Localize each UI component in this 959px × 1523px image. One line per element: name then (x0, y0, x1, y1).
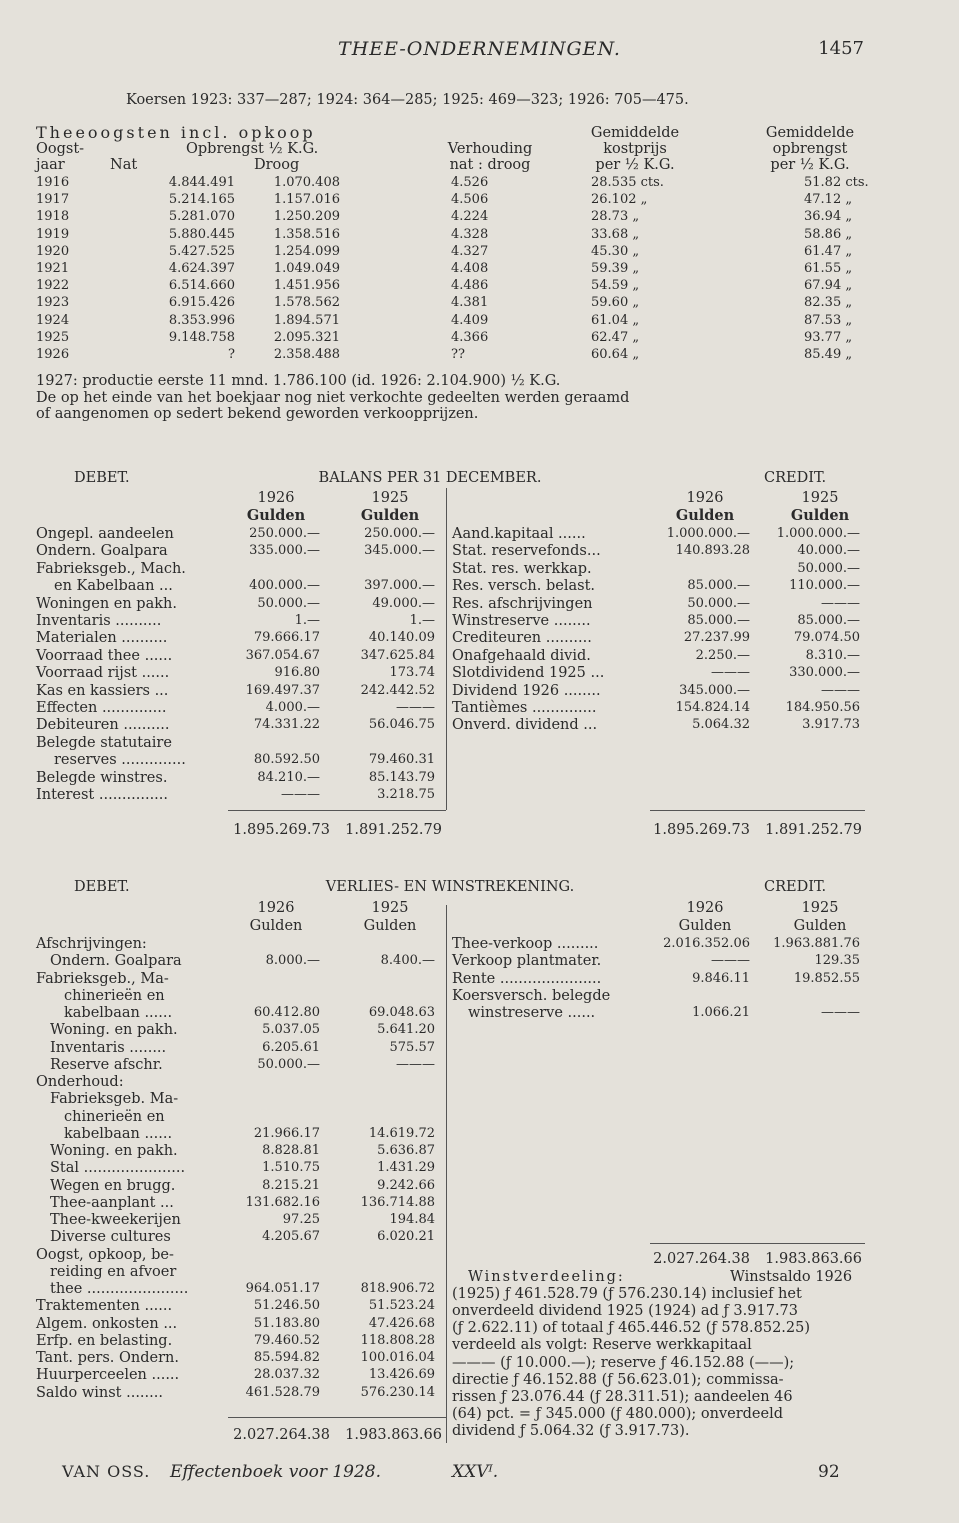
harvest-yield: 61.47 „ (804, 243, 853, 259)
balans-credit-1926: ——— (711, 665, 750, 681)
balans-debet-1925: 173.74 (389, 665, 435, 681)
harvest-year: 1926 (36, 347, 70, 362)
vw-debet-1925: 118.808.28 (360, 1332, 435, 1348)
harvest-nat: 5.427.525 (168, 243, 235, 259)
vw-debet-1926: 28.037.32 (253, 1367, 320, 1383)
note-line-1: De op het einde van het boekjaar nog niet verkochte gedeelten werden geraamd (36, 390, 630, 406)
footer-page: 92 (818, 1462, 840, 1482)
harvest-yield: 85.49 „ (804, 347, 853, 362)
balans-debet-label: Kas en kassiers ... (36, 682, 169, 699)
balans-debet-year-1926: 1926 (257, 490, 295, 506)
production-1927: 1927: productie eerste 11 mnd. 1.786.100 (id. 1926: 2.104.900) ½ K.G. (36, 373, 561, 389)
balans-debet-label: Ondern. Goalpara (36, 543, 168, 560)
harvest-year: 1919 (36, 226, 70, 242)
balans-debet-1926: 4.000.— (265, 700, 320, 715)
vw-total-credit-1925: 1.983.863.66 (765, 1251, 862, 1267)
harvest-nat: 5.214.165 (168, 192, 235, 208)
harvest-cost: 59.39 „ (591, 261, 640, 276)
harvest-droog: 1.049.049 (273, 261, 340, 276)
vw-debet-label: Thee-aanplant ... (50, 1194, 174, 1211)
vw-debet-1926: 5.037.05 (262, 1022, 320, 1038)
vw-debet-label: Afschrijvingen: (36, 936, 147, 952)
balans-debet-1925: 242.442.52 (360, 682, 435, 698)
harvest-ratio: 4.366 (451, 329, 489, 345)
winstverdeeling-line: (1925) ƒ 461.528.79 (ƒ 576.230.14) inclusief het (452, 1286, 802, 1303)
balans-debet-1926: 74.331.22 (253, 717, 320, 733)
vw-debet-label: Inventaris ........ (50, 1039, 167, 1056)
harvest-ratio: 4.409 (451, 312, 489, 328)
harvest-year: 1925 (36, 329, 70, 345)
vw-debet-unit-1925: Gulden (363, 918, 417, 934)
balans-debet-1925: 347.625.84 (360, 647, 435, 663)
balans-credit-unit-1926: Gulden (675, 507, 735, 524)
balans-credit-label: Onafgehaald divid. (452, 647, 591, 664)
harvest-ratio: 4.486 (451, 278, 489, 294)
balans-debet-label: Belegde winstres. (36, 769, 168, 786)
page-number: 1457 (818, 38, 864, 59)
balans-rule-left (228, 810, 446, 811)
balans-credit-1926: 85.000.— (687, 613, 750, 628)
winstverdeeling-line: (ƒ 2.622.11) of totaal ƒ 465.446.52 (ƒ 578.852.25) (452, 1320, 811, 1337)
running-title: THEE-ONDERNEMINGEN. (338, 38, 621, 60)
balans-total-credit-1926: 1.895.269.73 (653, 822, 750, 838)
balans-debet-1925: 56.046.75 (368, 717, 435, 733)
harvest-year: 1922 (36, 278, 70, 294)
harvest-yield: 36.94 „ (804, 209, 853, 225)
vw-debet-1926: 85.594.82 (253, 1350, 320, 1365)
balans-credit-year-1925: 1925 (801, 490, 839, 506)
winstverdeeling-line: dividend ƒ 5.064.32 (ƒ 3.917.73). (452, 1422, 690, 1439)
winstverdeeling-line: rissen ƒ 23.076.44 (ƒ 28.311.51); aandeelen 46 (452, 1388, 793, 1405)
vw-debet-1925: 576.230.14 (360, 1384, 435, 1400)
harvest-droog: 1.157.016 (273, 192, 340, 208)
vw-total-credit-1926: 2.027.264.38 (653, 1251, 750, 1267)
kostprijs-head-2: kostprijs (603, 141, 667, 157)
vw-debet-label: Saldo winst ........ (36, 1384, 163, 1401)
vw-debet-label: Stal ...................... (50, 1160, 186, 1177)
vw-debet-1925: 100.016.04 (360, 1350, 435, 1365)
harvest-ratio: 4.381 (451, 295, 489, 311)
vw-debet-1926: 97.25 (282, 1212, 320, 1227)
harvest-droog: 1.894.571 (273, 312, 340, 328)
balans-debet-1925: 85.143.79 (368, 769, 435, 785)
balans-credit-label: Tantièmes .............. (452, 700, 597, 716)
balans-debet-1925: 49.000.— (372, 595, 435, 611)
vw-debet-1925: 47.426.68 (368, 1315, 435, 1331)
vw-debet-label: Thee-kweekerijen (50, 1212, 181, 1228)
balans-credit-label: Dividend 1926 ........ (452, 682, 601, 699)
balans-total-credit-1925: 1.891.252.79 (765, 822, 862, 838)
harvest-ratio: 4.526 (451, 175, 489, 190)
kostprijs-head-3: per ½ K.G. (595, 157, 675, 173)
year-head-1: Oogst- (36, 141, 85, 157)
balans-debet-1926: 169.497.37 (245, 682, 320, 698)
balans-credit-1925: 1.000.000.— (776, 526, 860, 541)
balans-debet-1926: 916.80 (274, 665, 320, 681)
vw-credit-year-1925: 1925 (801, 900, 839, 916)
verhouding-head-1: Verhouding (447, 141, 533, 157)
balans-credit-1925: 50.000.— (797, 560, 860, 576)
vw-debet-label: Tant. pers. Ondern. (36, 1350, 179, 1366)
vw-credit-year-1926: 1926 (686, 900, 724, 916)
vw-credit-unit-1926: Gulden (678, 918, 732, 934)
balans-credit-1925: 3.917.73 (802, 717, 860, 733)
vw-credit-1925: 129.35 (814, 953, 860, 969)
harvest-yield: 58.86 „ (804, 226, 853, 242)
harvest-year: 1923 (36, 295, 70, 311)
balans-credit-label: Slotdividend 1925 ... (452, 665, 605, 682)
balans-debet-label: en Kabelbaan ... (54, 578, 173, 595)
balans-credit-1926: 85.000.— (687, 578, 750, 594)
vw-debet-1926: 8.000.— (265, 953, 320, 969)
vw-credit-1926: 9.846.11 (692, 970, 750, 986)
balans-debet-1925: 397.000.— (364, 578, 435, 594)
harvest-year: 1921 (36, 261, 70, 276)
harvest-cost: 26.102 „ (591, 192, 648, 208)
vw-credit-label: CREDIT. (764, 879, 827, 895)
harvest-yield: 82.35 „ (804, 295, 853, 311)
balans-debet-label: Inventaris .......... (36, 613, 162, 629)
harvest-droog: 1.358.516 (273, 226, 340, 242)
vw-debet-label: Woning. en pakh. (50, 1022, 178, 1039)
vw-debet-1926: 60.412.80 (253, 1005, 320, 1020)
vw-debet-1925: 5.641.20 (377, 1022, 435, 1038)
balans-credit-label: CREDIT. (764, 470, 827, 486)
balans-debet-1926: 84.210.— (257, 769, 320, 785)
harvest-ratio: ?? (451, 347, 465, 362)
harvest-nat: 6.514.660 (168, 278, 235, 294)
balans-debet-1926: ——— (281, 787, 320, 802)
vw-debet-1926: 461.528.79 (245, 1384, 320, 1400)
balans-credit-1925: 8.310.— (805, 647, 860, 663)
harvest-year: 1917 (36, 192, 70, 208)
verhouding-head-2: nat : droog (449, 157, 531, 173)
balans-debet-label: Materialen .......... (36, 630, 168, 647)
vw-debet-1926: 4.205.67 (262, 1229, 320, 1245)
vw-debet-1926: 51.183.80 (253, 1315, 320, 1331)
harvest-yield: 47.12 „ (804, 192, 853, 208)
vw-debet-1926: 51.246.50 (253, 1298, 320, 1314)
vw-credit-1926: ——— (711, 953, 750, 969)
harvest-droog: 1.578.562 (273, 295, 340, 311)
vw-credit-label: Rente ...................... (452, 970, 602, 987)
balans-credit-1926: 1.000.000.— (666, 526, 750, 541)
harvest-cost: 45.30 „ (591, 243, 640, 259)
vw-debet-1925: 136.714.88 (360, 1194, 435, 1210)
nat-head: Nat (110, 157, 138, 173)
balans-rule-right (650, 810, 865, 811)
note-line-2: of aangenomen op sedert bekend geworden verkoopprijzen. (36, 406, 479, 422)
balans-credit-label: Aand.kapitaal ...... (452, 526, 586, 542)
balans-debet-label: Ongepl. aandeelen (36, 526, 174, 542)
balans-credit-1925: 85.000.— (797, 613, 860, 628)
winstverdeeling-line: verdeeld als volgt: Reserve werkkapitaal (452, 1337, 752, 1354)
harvest-nat: 4.844.491 (168, 175, 235, 190)
balans-credit-label: Winstreserve ........ (452, 613, 591, 629)
vw-debet-1925: 14.619.72 (368, 1125, 435, 1141)
harvest-nat: 5.281.070 (168, 209, 235, 225)
harvest-nat: 6.915.426 (168, 295, 235, 311)
footer-publisher: VAN OSS. (62, 1462, 151, 1481)
balans-credit-1926: 345.000.— (679, 682, 750, 698)
vw-divider (446, 905, 447, 1443)
footer-volume: XXVᴵ. (452, 1462, 499, 1482)
balans-debet-label: Fabrieksgeb., Mach. (36, 560, 186, 577)
vw-debet-1925: 5.636.87 (377, 1143, 435, 1158)
vw-debet-label: Reserve afschr. (50, 1056, 163, 1073)
vw-credit-1925: 1.963.881.76 (773, 936, 860, 951)
winstverdeeling-line: Winstsaldo 1926 (730, 1269, 853, 1285)
vw-credit-label: Verkoop plantmater. (452, 953, 602, 970)
vw-debet-label: Traktementen ...... (36, 1298, 173, 1315)
harvest-cost: 28.535 cts. (591, 175, 664, 190)
vw-credit-1925: ——— (821, 1005, 860, 1020)
balans-debet-1925: ——— (396, 700, 435, 715)
vw-credit-label: winstreserve ...... (468, 1005, 596, 1021)
vw-debet-label: DEBET. (74, 879, 130, 895)
vw-title: VERLIES- EN WINSTREKENING. (325, 879, 575, 895)
harvest-cost: 62.47 „ (591, 329, 640, 345)
vw-debet-year-1926: 1926 (257, 900, 295, 916)
opbrengst-head: Opbrengst ½ K.G. (186, 141, 319, 157)
balans-debet-1926: 79.666.17 (253, 630, 320, 646)
balans-debet-1926: 1.— (294, 613, 320, 628)
balans-credit-1926: 2.250.— (695, 647, 750, 663)
balans-credit-label: Res. versch. belast. (452, 578, 596, 595)
vw-debet-1926: 6.205.61 (262, 1039, 320, 1055)
harvest-nat: 8.353.996 (168, 312, 235, 328)
vw-debet-1926: 8.828.81 (262, 1143, 320, 1158)
balans-debet-label: Interest ............... (36, 787, 169, 803)
vw-credit-1926: 1.066.21 (692, 1005, 750, 1020)
harvest-ratio: 4.408 (451, 261, 489, 276)
harvest-yield: 93.77 „ (804, 329, 853, 345)
vw-debet-1925: 9.242.66 (377, 1177, 435, 1193)
harvest-ratio: 4.327 (451, 243, 489, 259)
balans-debet-1925: 345.000.— (364, 543, 435, 559)
vw-debet-1926: 21.966.17 (253, 1125, 320, 1141)
vw-debet-1926: 1.510.75 (262, 1160, 320, 1176)
balans-debet-1925: 250.000.— (364, 526, 435, 541)
harvest-heading: Theeoogsten incl. opkoop (36, 123, 316, 142)
winstverdeeling-line: (64) pct. = ƒ 345.000 (ƒ 480.000); onverdeeld (452, 1405, 784, 1422)
balans-credit-unit-1925: Gulden (790, 507, 850, 524)
vw-debet-1925: 194.84 (389, 1212, 435, 1227)
balans-debet-1926: 80.592.50 (253, 752, 320, 768)
vw-debet-label: kabelbaan ...... (64, 1125, 173, 1142)
droog-head: Droog (254, 157, 300, 173)
balans-debet-year-1925: 1925 (371, 490, 409, 506)
harvest-nat: ? (228, 347, 235, 362)
balans-debet-1926: 50.000.— (257, 595, 320, 611)
harvest-year: 1920 (36, 243, 70, 259)
winstverdeeling-line: ——— (ƒ 10.000.—); reserve ƒ 46.152.88 (——); (452, 1354, 795, 1371)
vw-debet-1926: 131.682.16 (245, 1194, 320, 1210)
koersen-line: Koersen 1923: 337—287; 1924: 364—285; 1925: 469—323; 1926: 705—475. (126, 92, 689, 108)
balans-credit-1926: 50.000.— (687, 595, 750, 611)
balans-debet-label: reserves .............. (54, 752, 186, 769)
vw-credit-label: Koersversch. belegde (452, 987, 611, 1004)
vw-debet-label: chinerieën en (64, 987, 165, 1004)
balans-credit-label: Crediteuren .......... (452, 630, 592, 647)
vw-debet-1925: 13.426.69 (368, 1367, 435, 1383)
balans-total-debet-1926: 1.895.269.73 (233, 822, 330, 838)
harvest-cost: 61.04 „ (591, 312, 640, 328)
balans-debet-1926: 367.054.67 (245, 647, 320, 663)
vw-total-debet-1926: 2.027.264.38 (233, 1427, 330, 1443)
vw-debet-label: Diverse cultures (50, 1229, 171, 1246)
vw-debet-label: Erfp. en belasting. (36, 1332, 173, 1349)
balans-credit-label: Stat. res. werkkap. (452, 560, 592, 577)
winstverdeeling-line: directie ƒ 46.152.88 (ƒ 56.623.01); commissa- (452, 1371, 784, 1388)
harvest-yield: 61.55 „ (804, 261, 853, 276)
vw-debet-1925: 1.431.29 (377, 1160, 435, 1176)
harvest-droog: 2.358.488 (273, 347, 340, 362)
vw-total-debet-1925: 1.983.863.66 (345, 1427, 442, 1443)
harvest-year: 1918 (36, 209, 70, 225)
balans-debet-label: Belegde statutaire (36, 734, 172, 751)
balans-credit-label: Onverd. dividend ... (452, 717, 598, 734)
vw-debet-1926: 8.215.21 (262, 1177, 320, 1193)
vw-debet-label: Ondern. Goalpara (50, 953, 182, 970)
year-head-2: jaar (36, 157, 65, 173)
vw-credit-label: Thee-verkoop ......... (452, 936, 599, 952)
balans-debet-label: Effecten .............. (36, 700, 167, 716)
harvest-cost: 28.73 „ (591, 209, 640, 225)
harvest-ratio: 4.224 (451, 209, 489, 225)
harvest-nat: 5.880.445 (168, 226, 235, 242)
harvest-year: 1924 (36, 312, 70, 328)
balans-debet-unit-1925: Gulden (360, 507, 420, 524)
balans-credit-label: Res. afschrijvingen (452, 595, 593, 612)
vw-debet-rule (228, 1417, 446, 1418)
balans-debet-label: DEBET. (74, 470, 130, 486)
harvest-nat: 4.624.397 (168, 261, 235, 276)
balans-credit-1926: 27.237.99 (683, 630, 750, 646)
harvest-droog: 2.095.321 (273, 329, 340, 345)
vw-debet-label: Algem. onkosten ... (36, 1315, 178, 1332)
vw-credit-unit-1925: Gulden (793, 918, 847, 934)
vw-debet-1925: 8.400.— (380, 953, 435, 969)
vw-debet-label: Oogst, opkoop, be- (36, 1246, 174, 1263)
harvest-cost: 60.64 „ (591, 347, 640, 362)
vw-debet-label: kabelbaan ...... (64, 1005, 173, 1021)
harvest-cost: 59.60 „ (591, 295, 640, 311)
balans-debet-label: Voorraad rijst ...... (36, 665, 170, 682)
vw-credit-1926: 2.016.352.06 (663, 936, 750, 951)
footer-title: Effectenboek voor 1928. (170, 1462, 382, 1482)
balans-total-debet-1925: 1.891.252.79 (345, 822, 442, 838)
balans-debet-label: Debiteuren .......... (36, 717, 170, 734)
winstverdeeling-heading: Winstverdeeling: (468, 1269, 625, 1285)
balans-credit-1925: 330.000.— (789, 665, 860, 681)
harvest-droog: 1.451.956 (273, 278, 340, 294)
harvest-droog: 1.250.209 (273, 209, 340, 225)
vw-debet-1925: 51.523.24 (368, 1298, 435, 1314)
vw-debet-label: Huurperceelen ...... (36, 1367, 180, 1384)
vw-debet-1926: 50.000.— (257, 1056, 320, 1072)
vw-debet-unit-1926: Gulden (249, 918, 303, 934)
balans-credit-1925: 110.000.— (789, 578, 860, 594)
vw-debet-label: thee ...................... (50, 1281, 189, 1297)
balans-credit-1925: ——— (821, 682, 860, 698)
opbrengst-avg-head-3: per ½ K.G. (770, 157, 850, 173)
balans-credit-1926: 140.893.28 (675, 543, 750, 559)
balans-debet-1925: 3.218.75 (377, 787, 435, 802)
balans-credit-1925: 40.000.— (797, 543, 860, 559)
balans-debet-1926: 400.000.— (249, 578, 320, 594)
kostprijs-head-1: Gemiddelde (590, 125, 680, 141)
vw-debet-1926: 964.051.17 (245, 1281, 320, 1296)
vw-debet-label: Fabrieksgeb. Ma- (50, 1091, 179, 1108)
winstverdeeling-line: onverdeeld dividend 1925 (1924) ad ƒ 3.917.73 (452, 1303, 799, 1320)
harvest-year: 1916 (36, 175, 70, 190)
balans-debet-1926: 250.000.— (249, 526, 320, 541)
vw-debet-year-1925: 1925 (371, 900, 409, 916)
vw-debet-label: Fabrieksgeb., Ma- (36, 970, 169, 987)
vw-debet-1925: 6.020.21 (377, 1229, 435, 1245)
harvest-yield: 51.82 cts. (804, 175, 869, 190)
balans-title: BALANS PER 31 DECEMBER. (318, 470, 542, 486)
harvest-yield: 67.94 „ (804, 278, 853, 294)
vw-debet-label: reiding en afvoer (50, 1263, 177, 1280)
balans-debet-label: Woningen en pakh. (36, 595, 177, 612)
opbrengst-avg-head-1: Gemiddelde (765, 125, 855, 141)
vw-credit-rule (650, 1243, 865, 1244)
vw-debet-1925: 818.906.72 (360, 1281, 435, 1296)
balans-debet-label: Voorraad thee ...... (36, 647, 173, 664)
vw-debet-label: Onderhoud: (36, 1074, 124, 1090)
harvest-ratio: 4.328 (451, 226, 489, 242)
vw-debet-1925: 575.57 (389, 1039, 435, 1055)
harvest-cost: 54.59 „ (591, 278, 640, 294)
harvest-yield: 87.53 „ (804, 312, 853, 328)
harvest-ratio: 4.506 (451, 192, 489, 208)
vw-debet-1925: ——— (396, 1056, 435, 1072)
balans-debet-1925: 1.— (409, 613, 435, 628)
harvest-droog: 1.070.408 (273, 175, 340, 190)
vw-debet-1925: 69.048.63 (368, 1005, 435, 1020)
balans-credit-label: Stat. reservefonds... (452, 543, 601, 560)
harvest-cost: 33.68 „ (591, 226, 640, 242)
balans-debet-1926: 335.000.— (249, 543, 320, 559)
vw-debet-label: Wegen en brugg. (50, 1177, 176, 1194)
harvest-nat: 9.148.758 (168, 329, 235, 345)
opbrengst-avg-head-2: opbrengst (772, 141, 848, 157)
vw-debet-label: chinerieën en (64, 1108, 165, 1125)
balans-credit-1926: 5.064.32 (692, 717, 750, 733)
balans-credit-1925: 79.074.50 (793, 630, 860, 646)
balans-credit-1925: 184.950.56 (785, 700, 860, 715)
balans-credit-1926: 154.824.14 (675, 700, 750, 715)
vw-debet-label: Woning. en pakh. (50, 1143, 178, 1159)
balans-debet-unit-1926: Gulden (246, 507, 306, 524)
balans-debet-1925: 40.140.09 (368, 630, 435, 646)
harvest-droog: 1.254.099 (273, 243, 340, 259)
balans-divider (446, 488, 447, 810)
vw-credit-1925: 19.852.55 (793, 970, 860, 986)
balans-credit-year-1926: 1926 (686, 490, 724, 506)
balans-credit-1925: ——— (821, 595, 860, 611)
vw-debet-1926: 79.460.52 (253, 1332, 320, 1348)
balans-debet-1925: 79.460.31 (368, 752, 435, 768)
